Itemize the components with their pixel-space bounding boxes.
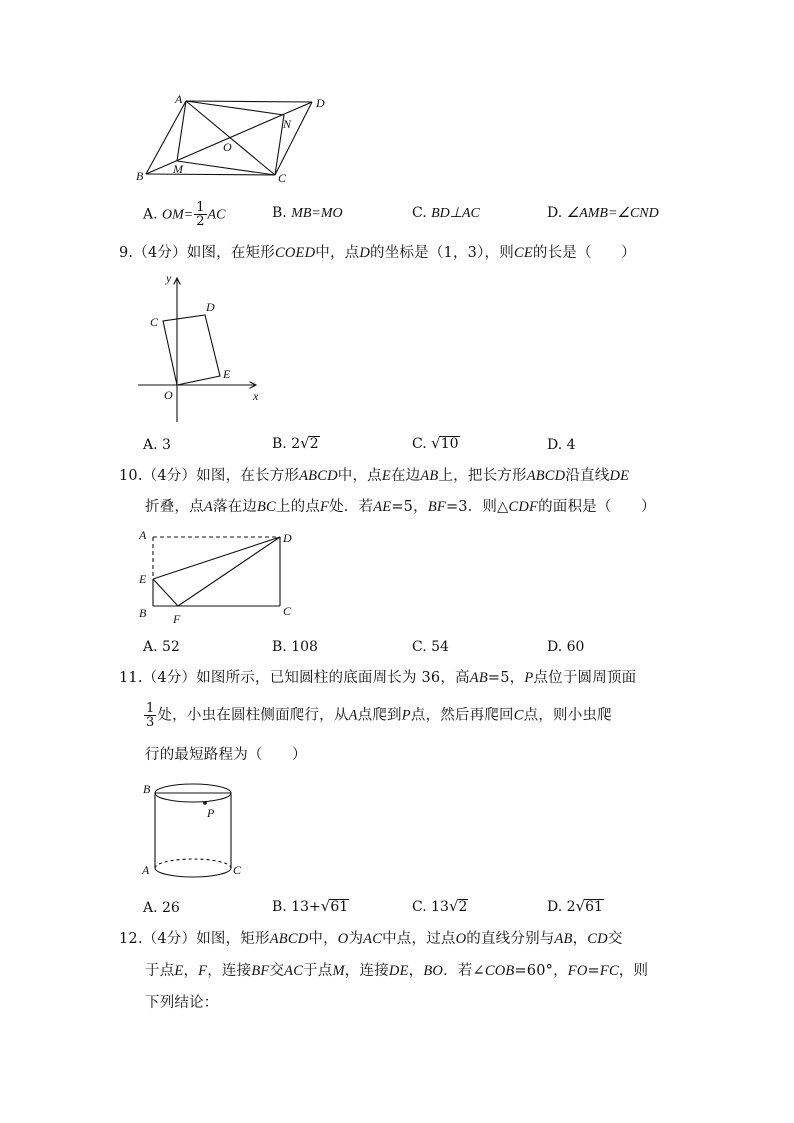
q11-option-d[interactable]: D. 2√61 [547,897,603,915]
option-text: 3 [162,437,171,453]
option-letter: C. [412,639,427,655]
option-text: 54 [431,639,449,655]
q10-option-b[interactable] [272,637,318,657]
q8-label-C: C [278,171,287,185]
option-expr: OM= [162,207,194,223]
q11-stem-line1: 11.（4分）如图所示，已知圆柱的底面周长为 36，高AB=5，P点位于圆周顶面 [119,670,637,686]
q8-parallelogram-figure [130,92,350,185]
option-letter: C. [412,899,427,915]
q9-label-x: x [253,389,259,403]
q11-stem-line3: 行的最短路程为（ ） [145,747,307,763]
radicand: 10 [440,436,459,452]
radicand: 61 [585,899,603,915]
option-text: 60 [566,639,585,655]
q11-stem-line2: $\frac{1}{3}$ 处，小虫在圆柱侧面爬行，从A点爬到P点，然后再爬回C点，则小虫爬 [146,701,612,730]
radicand: 2 [458,899,468,915]
q11-option-b[interactable]: B. 13+√61 [272,897,349,915]
q11-label-P: P [207,806,215,820]
q9-label-C: C [150,315,159,329]
option-text: ∠AMB=∠CND [566,206,659,221]
q8-option-d[interactable] [547,203,659,224]
option-letter: B. [272,899,287,915]
radicand: 2 [309,436,319,452]
q8-label-A: A [175,92,183,106]
q9-label-E: E [223,367,231,381]
option-letter: C. [412,436,427,452]
option-letter: A. [143,437,158,453]
q12-stem-line2: 于点E，F，连接BF交AC于点M，连接DE，BO．若∠COB=60°，FO=FC，则 [145,963,649,979]
option-letter: D. [547,205,563,221]
q12-stem-line1: 12.（4分）如图，矩形ABCD中，O为AC中点，过点O的直线分别与AB，CD交 [119,931,623,947]
option-text: BD⊥AC [431,206,480,221]
q11-option-c[interactable]: C. 13√2 [412,897,468,915]
option-letter: C. [412,205,427,221]
q9-label-O: O [164,388,173,402]
option-coef: 13 [431,899,449,915]
option-text: 26 [162,900,180,916]
option-coef: 13+ [291,899,321,915]
option-letter: D. [547,437,563,453]
q10-stem-line1: 10.（4分）如图，在长方形ABCD中，点E在边AB上，把长方形ABCD沿直线DE [119,468,630,484]
q9-rectangle-figure [130,268,270,428]
option-coef: 2 [291,436,301,452]
q10-option-d[interactable] [547,637,584,657]
radicand: 61 [330,899,349,915]
fraction: $\frac{1}{3}$ [146,701,155,730]
q9-option-c[interactable]: C. √10 [412,434,459,452]
fraction: $\frac{1}{2}$ [196,200,205,229]
option-letter: A. [143,900,158,916]
q10-stem-line2: 折叠，点A落在边BC上的点F处．若AE=5，BF=3．则△CDF的面积是（ ） [145,499,656,515]
q11-cylinder-figure [135,775,265,885]
q10-label-E: E [139,572,147,586]
option-letter: A. [143,206,158,223]
q11-option-a[interactable] [143,898,180,918]
option-text: 52 [162,639,180,655]
option-coef: 2 [566,899,576,915]
option-letter: B. [272,436,287,452]
q10-option-c[interactable] [412,637,449,657]
q8-option-b[interactable] [272,203,343,224]
q9-option-a[interactable] [143,435,171,455]
q9-option-b[interactable]: B. 2√2 [272,434,319,452]
q8-option-a[interactable] [143,201,225,228]
q11-label-B: B [143,782,151,796]
q8-option-c[interactable] [412,203,480,224]
option-letter: A. [143,639,158,655]
q10-label-C: C [283,604,292,618]
option-letter: B. [272,639,287,655]
q8-label-N: N [283,117,292,131]
q10-label-A: A [139,528,147,542]
option-letter: D. [547,639,563,655]
q9-label-D: D [206,300,215,314]
q10-label-B: B [139,606,147,620]
q9-label-y: y [166,271,172,285]
option-text: 4 [566,437,576,453]
q8-label-D: D [316,96,325,110]
option-letter: D. [547,899,563,915]
q11-label-C: C [233,863,242,877]
q10-folded-rectangle-figure [135,527,315,627]
q10-option-a[interactable] [143,637,180,657]
q8-label-M: M [173,162,183,176]
option-letter: B. [272,205,287,221]
option-text: 108 [291,639,318,655]
q9-stem: 9.（4分）如图，在矩形COED中，点D的坐标是（1，3），则CE的长是（ ） [119,245,636,261]
q8-label-O: O [223,140,232,154]
q11-label-A: A [142,863,150,877]
q10-label-F: F [173,612,181,626]
q9-option-d[interactable] [547,435,576,455]
q12-stem-line3: 下列结论： [145,995,219,1011]
q10-label-D: D [283,531,292,545]
q8-label-B: B [136,169,144,183]
option-text: MB=MO [291,206,343,221]
option-expr-tail: AC [207,207,226,223]
